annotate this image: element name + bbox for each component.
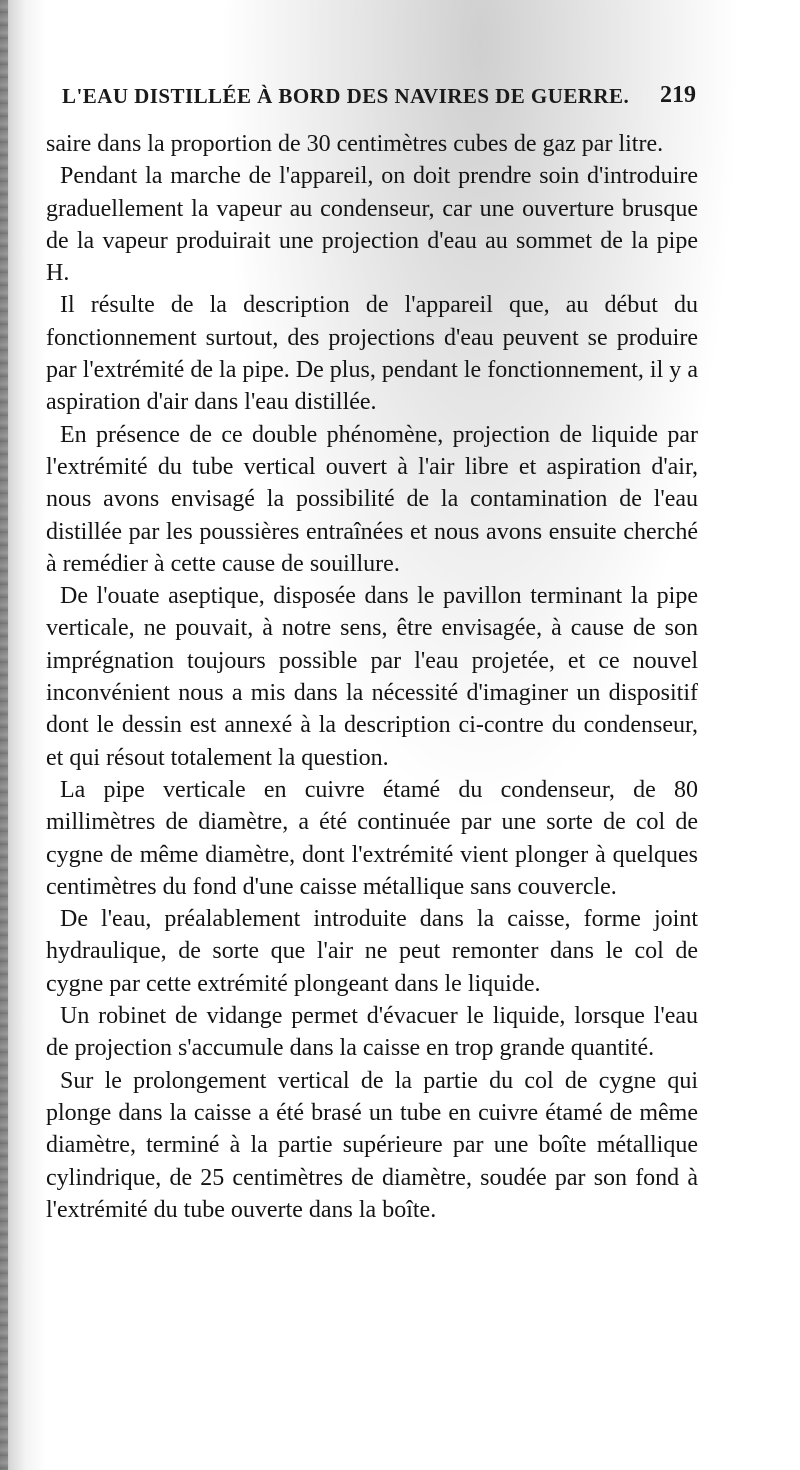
paragraph: Un robinet de vidange permet d'évacuer le liquide, lorsque l'eau de projection s'accumule dans la caisse en trop grande quantité. <box>46 1003 698 1062</box>
paragraph: Il résulte de la description de l'appareil que, au début du fonctionnement surtout, des projections d'eau peuvent se produire par l'extrémité de la pipe. De plus, pendant le fonctionnement, il y a aspiration d'air dans l'eau distillée. <box>46 292 698 416</box>
page-number: 219 <box>660 82 696 108</box>
paragraph: La pipe verticale en cuivre étamé du condenseur, de 80 millimètres de diamètre, a été continuée par une sorte de col de cygne de même diamètre, dont l'extrémité vient plonger à quelques centimètres du fond d'une caisse métallique sans couvercle. <box>46 776 698 900</box>
book-spine-shadow <box>0 0 8 1470</box>
paragraph: De l'eau, préalablement introduite dans la caisse, forme joint hydraulique, de sorte que l'air ne peut remonter dans le col de cygne par cette extrémité plongeant dans le liquide. <box>46 906 698 997</box>
paragraph: saire dans la proportion de 30 centimètres cubes de gaz par litre. <box>46 131 664 157</box>
paragraph: En présence de ce double phénomène, projection de liquide par l'extrémité du tube vertical ouvert à l'air libre et aspiration d'air, nous avons envisagé la possibilité de la contamination de l'eau distillée par les poussières entraînées et nous avons ensuite cherché à remédier à cette cause de souillure. <box>46 421 698 577</box>
page-header <box>60 82 698 112</box>
paragraph: Pendant la marche de l'appareil, on doit prendre soin d'introduire graduellement la vapeur au condenseur, car une ouverture brusque de la vapeur produirait une projection d'eau au sommet de la pipe H. <box>46 163 698 287</box>
paragraph: Sur le prolongement vertical de la partie du col de cygne qui plonge dans la caisse a été brasé un tube en cuivre étamé de même diamètre, terminé à la partie supérieure par une boîte métallique cylindrique, de 25 centimètres de diamètre, soudée par son fond à l'extrémité du tube ouverte dans la boîte. <box>46 1067 698 1223</box>
paragraph: De l'ouate aseptique, disposée dans le pavillon terminant la pipe verticale, ne pouvait, à notre sens, être envisagée, à cause de son imprégnation toujours possible par l'eau projetée, et ce nouvel inconvénient nous a mis dans la nécessité d'imaginer un dispositif dont le dessin est annexé à la description ci-contre du condenseur, et qui résout totalement la question. <box>46 583 698 771</box>
body-text <box>46 128 698 1226</box>
running-title: L'EAU DISTILLÉE À BORD DES NAVIRES DE GUERRE. <box>62 84 630 108</box>
